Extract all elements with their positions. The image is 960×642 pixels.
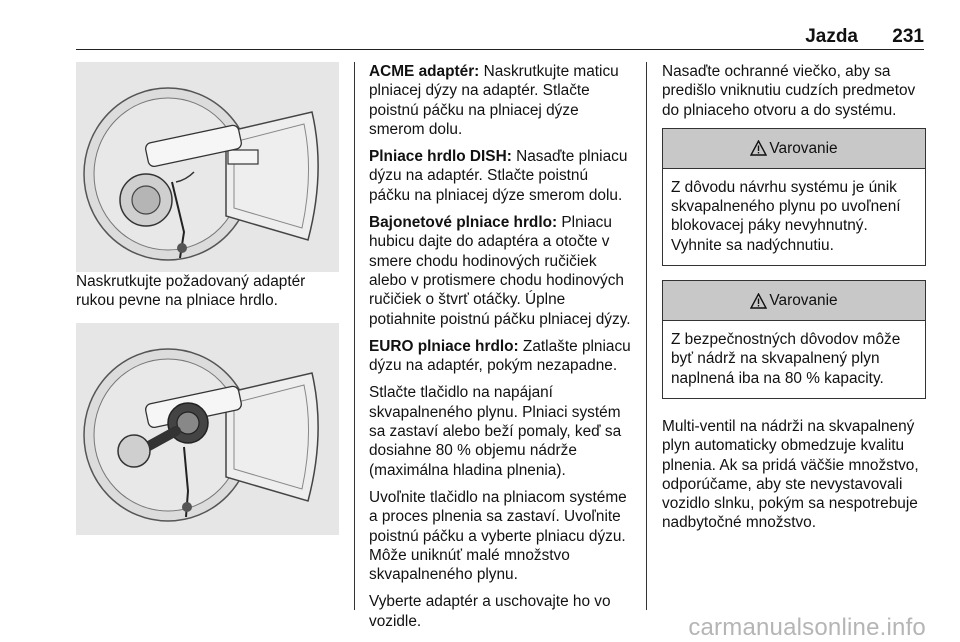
paragraph-acme	[369, 62, 633, 139]
fuel-filler-nozzle-illustration	[76, 323, 339, 535]
adapter-drawing	[76, 62, 339, 272]
right-column	[662, 62, 926, 541]
left-column	[76, 62, 340, 535]
paragraph-dish-text: Nasaďte plniacu dýzu na adaptér. Stlačte poistnú páčku na plniacej dýze smerom dolu.	[369, 148, 628, 204]
figure-caption-1: Naskrutkujte požadovaný adaptér rukou pevne na plniace hrdlo.	[76, 273, 306, 310]
page-header	[76, 26, 924, 50]
nozzle-drawing	[76, 323, 339, 535]
page-number: 231	[892, 26, 924, 47]
header-divider	[76, 49, 924, 50]
paragraph-bayonet-label: Bajonetové plniace hrdlo:	[369, 214, 558, 232]
warning-header-2	[663, 281, 925, 321]
warning-text-1: Z dôvodu návrhu systému je únik skvapalneného plynu po uvoľnení blokovacej páky nevyhnutný. Vyhnite sa nadýchnutiu.	[671, 178, 901, 254]
paragraph-euro	[369, 337, 633, 376]
column-divider-left	[354, 62, 355, 610]
paragraph-acme-label: ACME adaptér:	[369, 63, 480, 80]
warning-box-1	[662, 128, 926, 266]
warning-title-2: Varovanie	[769, 291, 838, 309]
fuel-filler-adapter-illustration	[76, 62, 339, 272]
watermark: carmanualsonline.info	[688, 614, 926, 641]
chapter-title: Jazda	[805, 26, 858, 47]
paragraph-euro-label: EURO plniace hrdlo:	[369, 337, 519, 355]
warning-header-1	[663, 129, 925, 169]
paragraph-acme-text: Naskrutkujte maticu plniacej dýzy na adaptér. Stlačte poistnú páčku na plniacej dýze smerom dolu.	[369, 63, 619, 138]
paragraph-dish	[369, 147, 633, 205]
warning-title-1: Varovanie	[769, 139, 838, 157]
paragraph-remove-adapter: Vyberte adaptér a uschovajte ho vo vozidle.	[369, 593, 611, 630]
warning-text-2: Z bezpečnostných dôvodov môže byť nádrž na skvapalnený plyn naplnená iba na 80 % kapacity.	[671, 331, 901, 387]
paragraph-protective-cap: Nasaďte ochranné viečko, aby sa predišlo vniknutiu cudzích predmetov do plniaceho otvoru a do systému.	[662, 63, 916, 119]
paragraph-bayonet	[369, 213, 633, 329]
column-divider-right	[646, 62, 647, 610]
warning-triangle-icon	[750, 140, 767, 156]
paragraph-multivalve: Multi-ventil na nádrži na skvapalnený plyn automaticky obmedzuje kvalitu plnenia. Ak sa pridá väčšie množstvo, odporúčame, aby ste nevystavovali vozidlo slnku, pokým sa nespotrebuje nadbytočné množstvo.	[662, 417, 919, 532]
warning-box-2	[662, 280, 926, 399]
paragraph-euro-text: Zatlašte plniacu dýzu na adaptér, pokým nezapadne.	[369, 337, 631, 375]
warning-triangle-icon	[750, 293, 767, 309]
paragraph-release-button: Uvoľnite tlačidlo na plniacom systéme a proces plnenia sa zastaví. Uvoľnite poistnú páčku a vyberte plniacu dýzu. Môže uniknúť malé množstvo skvapalneného plynu.	[369, 488, 627, 584]
paragraph-bayonet-text: Plniacu hubicu dajte do adaptéra a otočte v smere chodu hodinových ručičiek alebo v protismere chodu hodinových ručičiek o štvrť otáčky. Úplne potiahnite poistnú páčku plniacej dýzy.	[369, 214, 631, 328]
paragraph-press-button: Stlačte tlačidlo na napájaní skvapalneného plynu. Plniaci systém sa zastaví alebo beží pomaly, keď sa dosiahne 80 % objemu nádrže (maximálna hladina plnenia).	[369, 384, 622, 479]
middle-column	[369, 62, 633, 639]
paragraph-dish-label: Plniace hrdlo DISH:	[369, 148, 512, 166]
